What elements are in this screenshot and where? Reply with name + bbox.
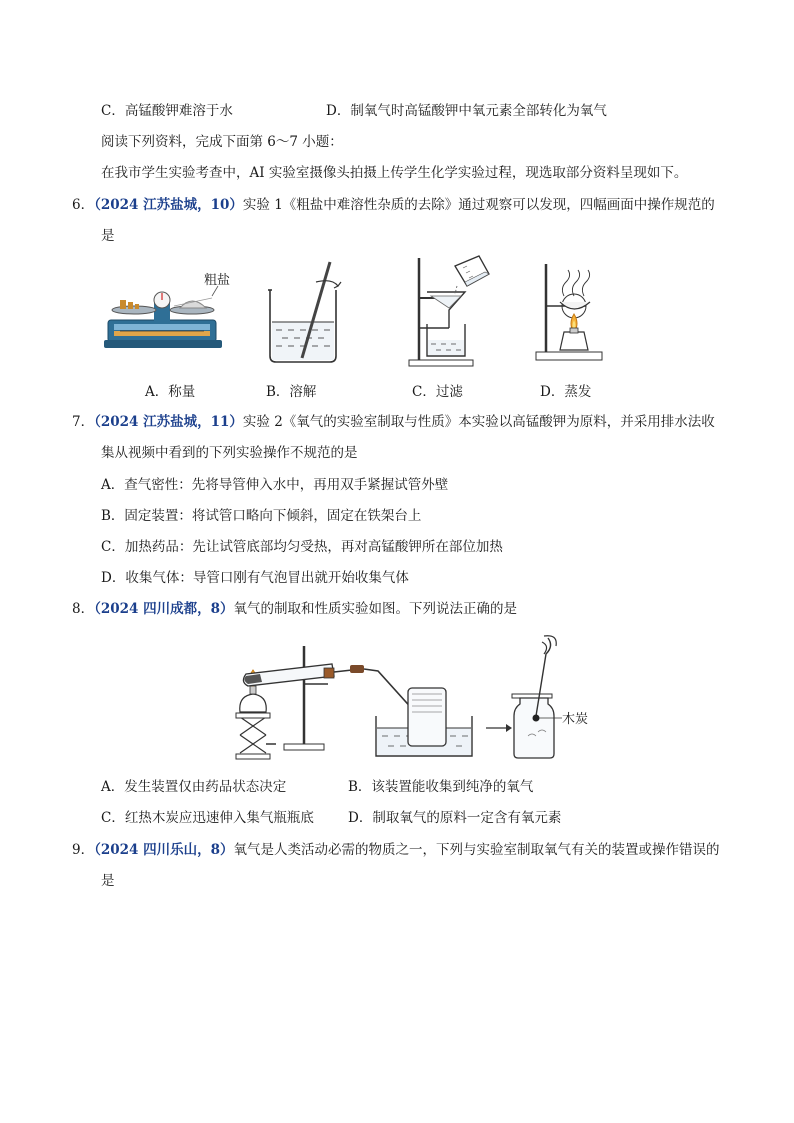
q7-option-c: C．加热药品：先让试管底部均匀受热，再对高锰酸钾所在部位加热	[101, 539, 503, 555]
q9-stem	[72, 841, 720, 859]
q8-option-a: A．发生装置仅由药品状态决定	[101, 779, 287, 795]
q6-stem-text: 实验 1《粗盐中难溶性杂质的去除》通过观察可以发现，四幅画面中操作规范的	[242, 197, 715, 213]
oxygen-apparatus-figure	[228, 632, 600, 764]
q8-number: 8．	[72, 601, 95, 617]
q7-stem	[72, 413, 715, 431]
evaporation-figure	[530, 256, 606, 366]
q8-option-b: B．该装置能收集到纯净的氧气	[348, 779, 534, 795]
charcoal-label: 木炭	[562, 712, 589, 727]
q7-stem-line2: 集从视频中看到的下列实验操作不规范的是	[101, 445, 358, 461]
q8-option-c: C．红热木炭应迅速伸入集气瓶瓶底	[101, 810, 314, 826]
q7-source: （2024 江苏盐城，11）	[94, 414, 243, 430]
q8-stem	[72, 600, 517, 618]
q8-stem-text: 氧气的制取和性质实验如图。下列说法正确的是	[233, 601, 518, 617]
q6-source: （2024 江苏盐城，10）	[94, 197, 243, 213]
q9-source: （2024 四川乐山，8）	[94, 842, 234, 858]
q7-option-d: D．收集气体：导管口刚有气泡冒出就开始收集气体	[101, 570, 409, 586]
q8-source: （2024 四川成都，8）	[94, 601, 234, 617]
balance-figure	[100, 262, 250, 354]
q9-stem-text: 氧气是人类活动必需的物质之一，下列与实验室制取氧气有关的装置或操作错误的	[233, 842, 720, 858]
reading-body: 在我市学生实验考查中，AI 实验室摄像头拍摄上传学生化学实验过程，现选取部分资料呈现如下。	[101, 165, 688, 181]
q7-option-a: A．查气密性：先将导管伸入水中，再用双手紧握试管外壁	[101, 477, 449, 493]
q6-number: 6．	[72, 197, 95, 213]
q6-caption-d: D．蒸发	[540, 384, 592, 400]
q7-number: 7．	[72, 414, 95, 430]
q6-stem	[72, 196, 715, 214]
q5-option-d: D．制氧气时高锰酸钾中氧元素全部转化为氧气	[326, 103, 607, 119]
q8-option-d: D．制取氧气的原料一定含有氧元素	[348, 810, 562, 826]
q6-stem-line2: 是	[101, 228, 115, 244]
q6-caption-a: A．称量	[145, 384, 196, 400]
q6-caption-b: B．溶解	[266, 384, 317, 400]
q6-caption-c: C．过滤	[412, 384, 463, 400]
beaker-dissolve-figure	[262, 258, 352, 366]
q7-stem-text: 实验 2《氧气的实验室制取与性质》本实验以高锰酸钾为原料，并采用排水法收	[242, 414, 715, 430]
q5-option-c: C．高锰酸钾难溶于水	[101, 103, 233, 119]
coarse-salt-label: 粗盐	[204, 273, 231, 288]
filtration-figure	[405, 252, 505, 368]
q7-option-b: B．固定装置：将试管口略向下倾斜，固定在铁架台上	[101, 508, 422, 524]
reading-intro: 阅读下列资料，完成下面第 6～7 小题：	[101, 134, 343, 150]
q9-stem-line2: 是	[101, 873, 115, 889]
q9-number: 9．	[72, 842, 95, 858]
